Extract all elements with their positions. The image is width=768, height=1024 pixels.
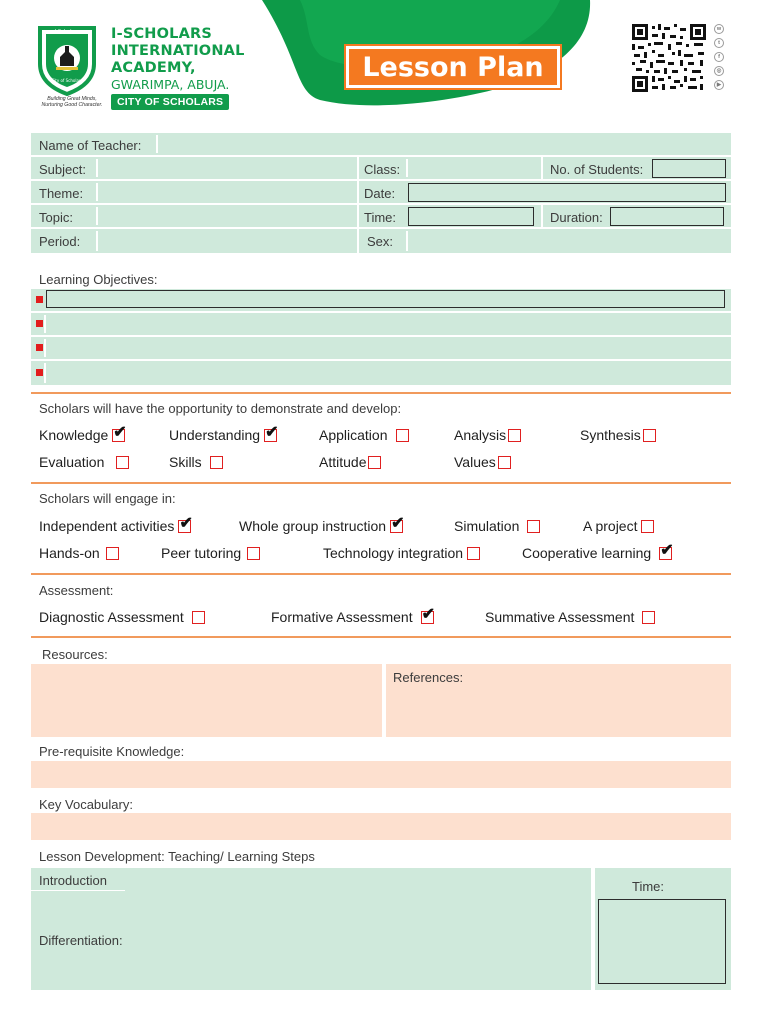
references-label: References: bbox=[393, 670, 464, 685]
option-application[interactable]: Application bbox=[319, 427, 409, 443]
resources-label: Resources: bbox=[42, 647, 108, 662]
prereq-label: Pre-requisite Knowledge: bbox=[39, 744, 185, 759]
option-understanding[interactable]: Understanding ✔ bbox=[169, 423, 279, 443]
section-divider bbox=[31, 573, 731, 575]
checkbox[interactable] bbox=[527, 520, 540, 533]
students-label: No. of Students: bbox=[550, 162, 644, 177]
section-divider bbox=[31, 636, 731, 638]
checkbox[interactable] bbox=[106, 547, 119, 560]
option-skills[interactable]: Skills bbox=[169, 454, 223, 470]
school-motto: Building Great Minds, Nurturing Good Character. bbox=[41, 96, 103, 108]
checkbox[interactable] bbox=[642, 611, 655, 624]
city-badge: CITY OF SCHOLARS bbox=[111, 94, 229, 110]
time-input[interactable] bbox=[408, 207, 534, 226]
date-label: Date: bbox=[364, 186, 396, 201]
section-divider bbox=[31, 482, 731, 484]
checkbox[interactable] bbox=[192, 611, 205, 624]
svg-text:I-Scholars: I-Scholars bbox=[54, 29, 80, 35]
option-whole-group-instruction[interactable]: Whole group instruction ✔ bbox=[239, 514, 405, 534]
resources-field[interactable] bbox=[31, 664, 382, 737]
time-column-label: Time: bbox=[632, 879, 665, 894]
checkbox[interactable]: ✔ bbox=[421, 605, 436, 623]
youtube-icon[interactable]: ▶ bbox=[714, 80, 724, 90]
objective-bullet bbox=[36, 344, 43, 351]
introduction-label: Introduction bbox=[39, 873, 107, 888]
steps-field[interactable] bbox=[31, 868, 591, 990]
option-hands-on[interactable]: Hands-on bbox=[39, 545, 119, 561]
teacher-label: Name of Teacher: bbox=[39, 138, 142, 153]
vocab-field[interactable] bbox=[31, 813, 731, 840]
checkbox[interactable]: ✔ bbox=[113, 423, 127, 441]
objective-bullet bbox=[36, 369, 43, 376]
prereq-field[interactable] bbox=[31, 761, 731, 788]
option-independent-activities[interactable]: Independent activities ✔ bbox=[39, 514, 193, 534]
option-cooperative-learning[interactable]: Cooperative learning ✔ bbox=[522, 541, 674, 561]
checkbox[interactable] bbox=[641, 520, 654, 533]
checkbox[interactable]: ✔ bbox=[179, 514, 193, 532]
develop-label: Scholars will have the opportunity to demonstrate and develop: bbox=[39, 401, 402, 416]
svg-text:City of Scholars: City of Scholars bbox=[51, 78, 83, 83]
checkbox[interactable]: ✔ bbox=[391, 514, 405, 532]
development-label: Lesson Development: Teaching/ Learning Steps bbox=[39, 849, 315, 864]
option-technology-integration[interactable]: Technology integration bbox=[323, 545, 480, 561]
time-label: Time: bbox=[364, 210, 397, 225]
section-divider bbox=[31, 392, 731, 394]
option-knowledge[interactable]: Knowledge ✔ bbox=[39, 423, 127, 443]
checkbox[interactable] bbox=[116, 456, 129, 469]
option-attitude[interactable]: Attitude bbox=[319, 454, 381, 470]
option-synthesis[interactable]: Synthesis bbox=[580, 427, 656, 443]
checkbox[interactable] bbox=[643, 429, 656, 442]
objective-input-1[interactable] bbox=[46, 290, 725, 308]
class-label: Class: bbox=[364, 162, 401, 177]
option-summative-assessment[interactable]: Summative Assessment bbox=[485, 609, 655, 625]
twitter-icon[interactable]: t bbox=[714, 38, 724, 48]
option-a-project[interactable]: A project bbox=[583, 518, 654, 534]
whatsapp-icon[interactable]: w bbox=[714, 24, 724, 34]
checkbox[interactable] bbox=[396, 429, 409, 442]
vocab-label: Key Vocabulary: bbox=[39, 797, 133, 812]
objective-bullet bbox=[36, 296, 43, 303]
time-input[interactable] bbox=[598, 899, 726, 984]
checkbox[interactable] bbox=[508, 429, 521, 442]
option-evaluation[interactable]: Evaluation bbox=[39, 454, 129, 470]
checkbox[interactable]: ✔ bbox=[265, 423, 279, 441]
facebook-icon[interactable]: f bbox=[714, 52, 724, 62]
checkbox[interactable] bbox=[498, 456, 511, 469]
page-title: Lesson Plan bbox=[346, 46, 560, 88]
checkbox[interactable] bbox=[467, 547, 480, 560]
objective-row-4[interactable] bbox=[31, 361, 731, 385]
topic-label: Topic: bbox=[39, 210, 73, 225]
sex-label: Sex: bbox=[367, 234, 394, 249]
qr-code[interactable] bbox=[632, 24, 706, 92]
option-analysis[interactable]: Analysis bbox=[454, 427, 521, 443]
duration-input[interactable] bbox=[610, 207, 724, 226]
students-input[interactable] bbox=[652, 159, 726, 178]
objectives-label: Learning Objectives: bbox=[39, 272, 158, 287]
school-crest-logo bbox=[36, 24, 98, 96]
option-values[interactable]: Values bbox=[454, 454, 511, 470]
objective-bullet bbox=[36, 320, 43, 327]
period-label: Period: bbox=[39, 234, 81, 249]
differentiation-label: Differentiation: bbox=[39, 933, 123, 948]
instagram-icon[interactable]: ◎ bbox=[714, 66, 724, 76]
checkbox[interactable] bbox=[247, 547, 260, 560]
objective-row-3[interactable] bbox=[31, 337, 731, 359]
engage-label: Scholars will engage in: bbox=[39, 491, 176, 506]
objective-row-2[interactable] bbox=[31, 313, 731, 335]
school-address: GWARIMPA, ABUJA. bbox=[111, 77, 230, 92]
sex-field[interactable] bbox=[359, 229, 731, 253]
theme-label: Theme: bbox=[39, 186, 84, 201]
option-simulation[interactable]: Simulation bbox=[454, 518, 540, 534]
checkbox[interactable] bbox=[210, 456, 223, 469]
option-peer-tutoring[interactable]: Peer tutoring bbox=[161, 545, 260, 561]
option-diagnostic-assessment[interactable]: Diagnostic Assessment bbox=[39, 609, 205, 625]
option-formative-assessment[interactable]: Formative Assessment ✔ bbox=[271, 605, 436, 625]
subject-label: Subject: bbox=[39, 162, 86, 177]
duration-label: Duration: bbox=[550, 210, 603, 225]
topic-field[interactable] bbox=[31, 205, 357, 227]
checkbox[interactable]: ✔ bbox=[660, 541, 674, 559]
date-input[interactable] bbox=[408, 183, 726, 202]
assessment-label: Assessment: bbox=[39, 583, 114, 598]
checkbox[interactable] bbox=[368, 456, 381, 469]
school-name: I-SCHOLARS INTERNATIONAL ACADEMY, GWARIMPA, ABUJA. bbox=[111, 26, 245, 92]
